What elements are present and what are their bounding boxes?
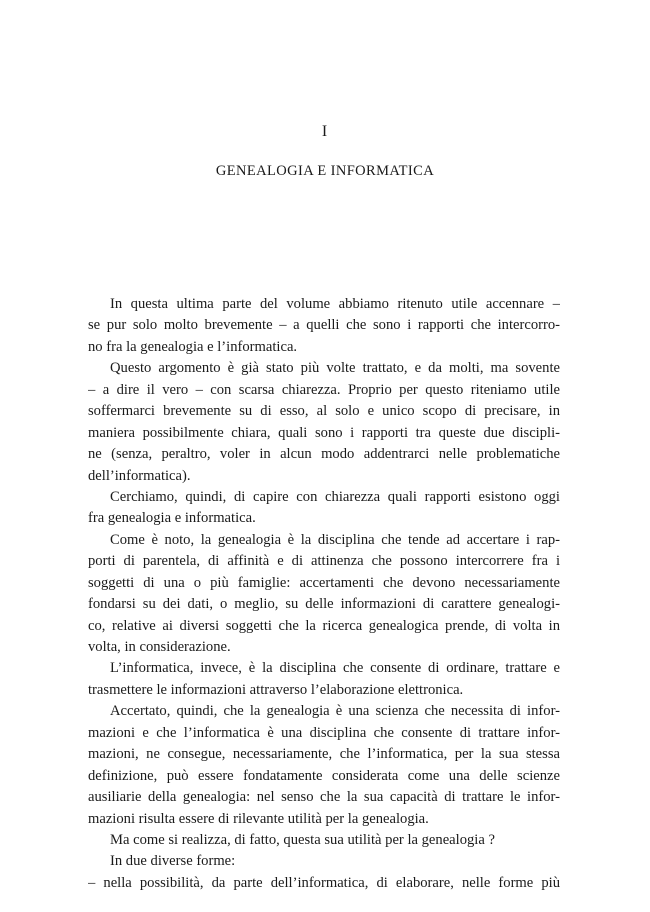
text-line: ausiliarie della genealogia: nel senso che la sua capacità di trattare le infor- bbox=[88, 789, 560, 806]
text-line: In due diverse forme: bbox=[110, 853, 236, 870]
text-line: – nella possibilità, da parte dell’informatica, di elaborare, nelle forme più bbox=[88, 874, 560, 891]
text-line: mazioni, ne consegue, necessariamente, che l’informatica, per la sua stessa bbox=[88, 746, 560, 763]
text-line: co, relative ai diversi soggetti che la ricerca genealogica prende, di volta in bbox=[88, 617, 560, 634]
text-line: maniera possibilmente chiara, quali sono i rapporti tra queste due discipli- bbox=[88, 424, 560, 441]
text-line: – a dire il vero – con scarsa chiarezza. Proprio per questo riteniamo utile bbox=[88, 381, 560, 398]
text-line: Questo argomento è già stato più volte trattato, e da molti, ma sovente bbox=[110, 360, 560, 377]
text-line: trasmettere le informazioni attraverso l’elaborazione elettronica. bbox=[88, 681, 464, 698]
text-line: L’informatica, invece, è la disciplina che consente di ordinare, trattare e bbox=[110, 660, 560, 677]
text-line: In questa ultima parte del volume abbiamo ritenuto utile accennare – bbox=[110, 296, 560, 312]
text-line: Cerchiamo, quindi, di capire con chiarezza quali rapporti esistono oggi bbox=[110, 488, 560, 505]
text-line: fra genealogia e informatica. bbox=[88, 510, 256, 527]
text-line: porti di parentela, di affinità e di attinenza che possono intercorrere fra i bbox=[88, 553, 560, 570]
text-line: dell’informatica). bbox=[88, 467, 191, 484]
text-line: Accertato, quindi, che la genealogia è una scienza che necessita di infor- bbox=[110, 703, 560, 720]
text-line: se pur solo molto brevemente – a quelli che sono i rapporti che intercorro- bbox=[88, 317, 560, 334]
text-line: soggetti di una o più famiglie: accertamenti che devono necessariamente bbox=[88, 574, 560, 591]
text-line: ne (senza, peraltro, voler in alcun modo addentrarci nelle problematiche bbox=[88, 446, 560, 463]
text-line: mazioni e che l’informatica è una disciplina che consente di trattare infor- bbox=[88, 724, 560, 741]
chapter-number: I bbox=[321, 123, 329, 140]
text-line: definizione, può essere fondatamente considerata come una delle scienze bbox=[88, 767, 560, 784]
text-line: no fra la genealogia e l’informatica. bbox=[88, 338, 298, 355]
chapter-title: GENEALOGIA E INFORMATICA bbox=[215, 163, 435, 179]
body-text bbox=[88, 294, 560, 894]
text-line: fondarsi su dei dati, o meglio, su delle informazioni di carattere genealogi- bbox=[88, 596, 560, 613]
text-line: Come è noto, la genealogia è la disciplina che tende ad accertare i rap- bbox=[110, 531, 560, 548]
text-line: volta, in considerazione. bbox=[88, 639, 231, 655]
text-line: Ma come si realizza, di fatto, questa sua utilità per la genealogia ? bbox=[110, 831, 495, 848]
text-line: mazioni risulta essere di rilevante utilità per la genealogia. bbox=[88, 810, 429, 827]
text-line: soffermarci brevemente su di esso, al solo e unico scopo di precisare, in bbox=[88, 403, 560, 420]
